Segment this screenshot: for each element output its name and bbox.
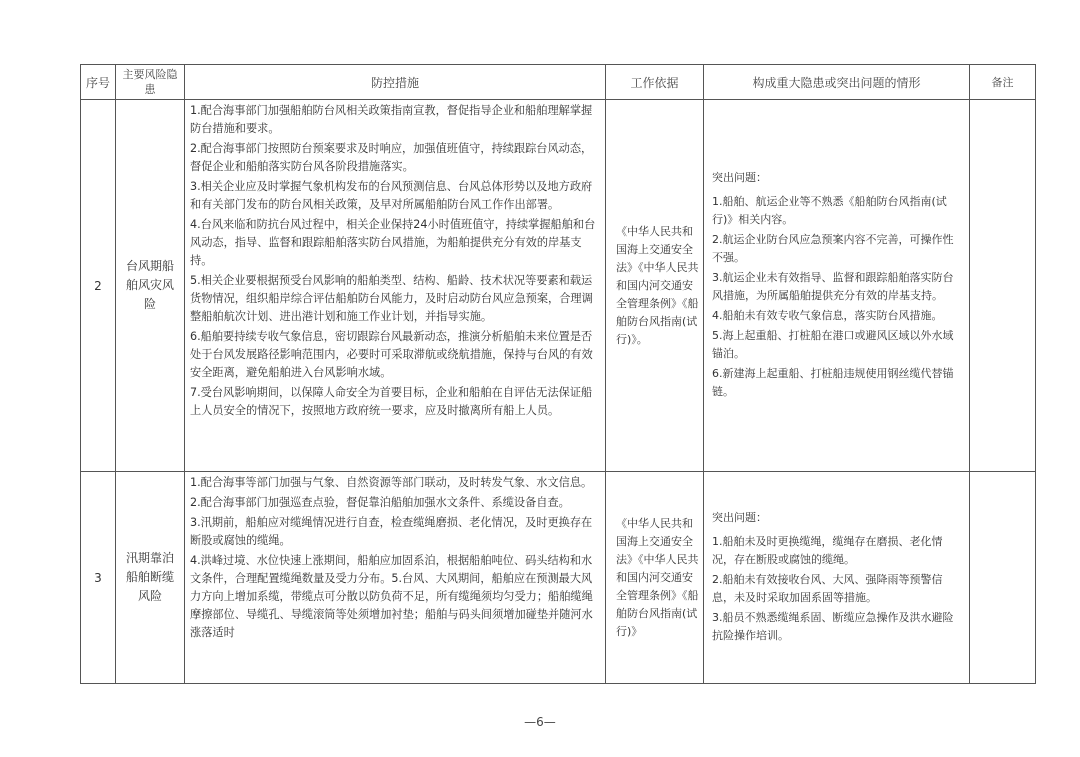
- risk-cell: 汛期靠泊船舶断缆风险: [116, 472, 185, 684]
- table-header-row: [81, 65, 1036, 100]
- issues-heading: 突出问题：: [712, 170, 767, 184]
- header-measures: 防控措施: [185, 65, 606, 100]
- table-row: [81, 100, 1036, 472]
- measure-item: 4.台风来临和防抗台风过程中，相关企业保持24小时值班值守，持续掌握船舶和台风动态，指导、监督和跟踪船舶落实防台风措施，为船舶提供充分有效的岸基支持。: [190, 218, 596, 267]
- issue-item: 4.船舶未有效专收气象信息，落实防台风措施。: [712, 308, 943, 322]
- remark-cell: [970, 472, 1036, 684]
- issue-item: 1.船舶未及时更换缆绳，缆绳存在磨损、老化情况，存在断股或腐蚀的缆绳。: [712, 534, 943, 566]
- issue-item: 5.海上起重船、打桩船在港口或避风区域以外水域锚泊。: [712, 328, 954, 360]
- page-number: —6—: [524, 715, 556, 729]
- measure-item: 1.配合海事等部门加强与气象、自然资源等部门联动，及时转发气象、水文信息。: [190, 476, 593, 489]
- issues-heading: 突出问题：: [712, 510, 767, 524]
- header-issues: 构成重大隐患或突出问题的情形: [704, 65, 970, 100]
- issue-item: 2.航运企业防台风应急预案内容不完善，可操作性不强。: [712, 232, 954, 264]
- header-risk: 主要风险隐患: [116, 65, 185, 100]
- issue-item: 1.船舶、航运企业等不熟悉《船舶防台风指南(试行)》相关内容。: [712, 194, 947, 226]
- basis-cell: 《中华人民共和国海上交通安全法》《中华人民共和国内河交通安全管理条例》《船舶防台风指南(试行)》: [606, 472, 704, 684]
- measure-item: 1.配合海事部门加强船舶防台风相关政策指南宣教，督促指导企业和船舶理解掌握防台措施和要求。: [190, 104, 593, 135]
- issue-item: 3.船员不熟悉缆绳系固、断缆应急操作及洪水避险抗险操作培训。: [712, 610, 954, 642]
- measure-item: 5.相关企业要根据预受台风影响的船舶类型、结构、船龄、技术状况等要素和载运货物情况，组织船岸综合评估船舶防台风能力，及时启动防台风应急预案，合理调整船舶航次计划、进出港计划和施工作业计划，并指导实施。: [190, 274, 593, 323]
- row-number: 2: [81, 100, 116, 472]
- measure-item: 3.相关企业应及时掌握气象机构发布的台风预测信息、台风总体形势以及地方政府和有关部门发布的防台风相关政策，及早对所属船舶防台风工作作出部署。: [190, 180, 593, 211]
- measure-item: 4.洪峰过境、水位快速上涨期间，船舶应加固系泊，根据船舶吨位、码头结构和水文条件，合理配置缆绳数量及受力分布。5.台风、大风期间，船舶应在预测最大风力方向上增加系缆，带缆点可分散以防负荷不足，所有缆绳须均匀受力；船舶缆绳摩擦部位、导缆孔、导缆滚筒等处须增加衬垫；船舶与码头间须增加碰垫并随河水涨落适时: [190, 554, 593, 639]
- issue-item: 2.船舶未有效接收台风、大风、强降雨等预警信息，未及时采取加固系固等措施。: [712, 572, 943, 604]
- header-no: 序号: [81, 65, 116, 100]
- measure-item: 2.配合海事部门加强巡查点验，督促靠泊船舶加强水文条件、系缆设备自查。: [190, 496, 570, 509]
- measures-cell: [185, 472, 606, 684]
- remark-cell: [970, 100, 1036, 472]
- risk-control-table: [80, 64, 1036, 684]
- measure-item: 3.汛期前，船舶应对缆绳情况进行自查，检查缆绳磨损、老化情况，及时更换存在断股或腐蚀的缆绳。: [190, 516, 593, 547]
- measure-item: 2.配合海事部门按照防台预案要求及时响应，加强值班值守，持续跟踪台风动态，督促企业和船舶落实防台风各阶段措施落实。: [190, 142, 593, 173]
- row-number: 3: [81, 472, 116, 684]
- header-remark: 备注: [970, 65, 1036, 100]
- issue-item: 6.新建海上起重船、打桩船违规使用钢丝缆代替锚链。: [712, 366, 954, 398]
- measure-item: 7.受台风影响期间，以保障人命安全为首要目标，企业和船舶在自评估无法保证船上人员安全的情况下，按照地方政府统一要求，应及时撤离所有船上人员。: [190, 386, 593, 417]
- issues-cell: [704, 472, 970, 684]
- header-basis: 工作依据: [606, 65, 704, 100]
- basis-cell: 《中华人民共和国海上交通安全法》《中华人民共和国内河交通安全管理条例》《船舶防台风指南(试行)》。: [606, 100, 704, 472]
- table-row: [81, 472, 1036, 684]
- risk-cell: 台风期船舶风灾风险: [116, 100, 185, 472]
- issue-item: 3.航运企业未有效指导、监督和跟踪船舶落实防台风措施，为所属船舶提供充分有效的岸基支持。: [712, 270, 954, 302]
- measures-cell: [185, 100, 606, 472]
- issues-cell: [704, 100, 970, 472]
- measure-item: 6.船舶要持续专收气象信息，密切跟踪台风最新动态，推演分析船舶未来位置是否处于台风发展路径影响范围内，必要时可采取滞航或绕航措施，保持与台风的有效安全距离，避免船舶进入台风影响水域。: [190, 330, 593, 379]
